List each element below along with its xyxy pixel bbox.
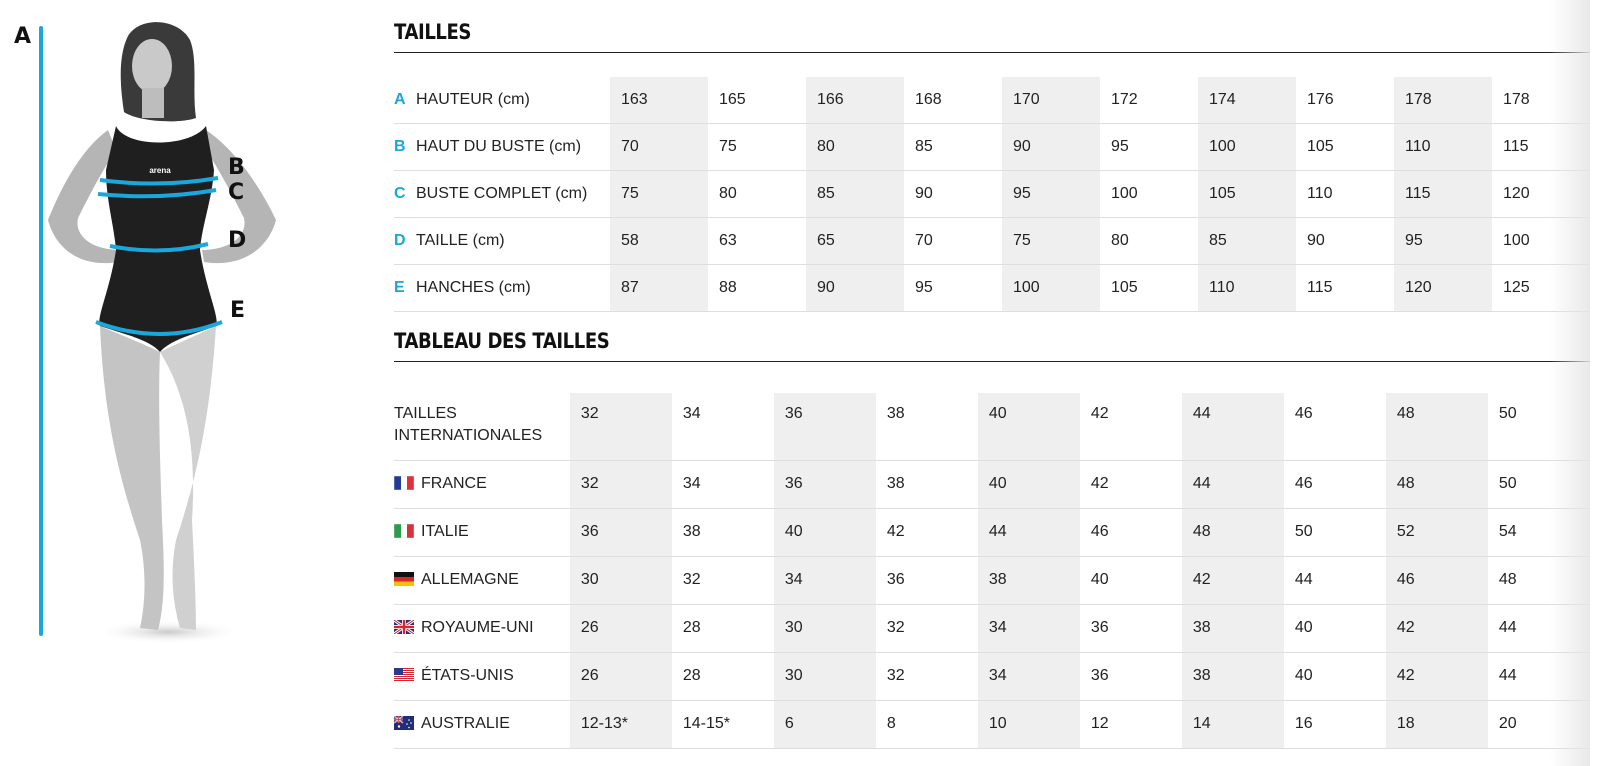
size-value-cell: 42	[876, 508, 978, 556]
size-value-cell: 12-13*	[570, 700, 672, 748]
size-value-cell: 95	[1394, 218, 1492, 265]
country-name: AUSTRALIE	[421, 715, 510, 732]
size-value-cell: 40	[1284, 652, 1386, 700]
measure-letter: B	[394, 138, 406, 155]
measure-letter-e: E	[230, 298, 246, 323]
size-value-cell: 34	[978, 652, 1080, 700]
size-value-cell: 115	[1394, 171, 1492, 218]
size-value-cell: 44	[1284, 556, 1386, 604]
size-value-cell: 85	[1198, 218, 1296, 265]
size-chart-title: TABLEAU DES TAILLES	[394, 329, 610, 353]
size-value-cell: 28	[672, 604, 774, 652]
size-value-cell: 120	[1394, 265, 1492, 312]
size-value-cell: 32	[570, 393, 672, 460]
size-value-cell: 34	[978, 604, 1080, 652]
measure-letter-a: A	[14, 24, 32, 49]
table-row	[394, 604, 1590, 652]
size-value-cell: 100	[1002, 265, 1100, 312]
size-value-cell: 38	[978, 556, 1080, 604]
size-value-cell: 87	[610, 265, 708, 312]
measurement-label	[394, 265, 610, 312]
size-value-cell: 85	[806, 171, 904, 218]
scroll-fade-edge	[1550, 0, 1590, 766]
size-value-cell: 36	[1080, 604, 1182, 652]
country-name: ROYAUME-UNI	[421, 619, 534, 636]
size-value-cell: 32	[876, 604, 978, 652]
size-value-cell: 38	[876, 393, 978, 460]
size-value-cell: 80	[1100, 218, 1198, 265]
uk-flag-icon	[394, 619, 421, 636]
size-value-cell: 30	[570, 556, 672, 604]
size-value-cell: 40	[1284, 604, 1386, 652]
size-value-cell: 46	[1284, 393, 1386, 460]
size-value-cell: 178	[1492, 77, 1590, 124]
table-row	[394, 124, 1590, 171]
country-name: ÉTATS-UNIS	[421, 667, 514, 684]
size-value-cell: 44	[1182, 460, 1284, 508]
measure-letter: A	[394, 91, 406, 108]
size-value-cell: 90	[1296, 218, 1394, 265]
size-value-cell: 46	[1284, 460, 1386, 508]
swimsuit-logo: arena	[149, 166, 171, 175]
size-value-cell: 34	[672, 393, 774, 460]
measurement-name: HAUTEUR (cm)	[416, 91, 530, 108]
size-value-cell: 100	[1198, 124, 1296, 171]
australia-flag-icon	[394, 715, 421, 732]
size-value-cell: 40	[978, 393, 1080, 460]
size-value-cell: 168	[904, 77, 1002, 124]
measure-letter-d: D	[228, 228, 247, 253]
us-flag-icon	[394, 667, 421, 684]
size-value-cell: 36	[876, 556, 978, 604]
size-value-cell: 40	[774, 508, 876, 556]
size-value-cell: 65	[806, 218, 904, 265]
size-value-cell: 105	[1198, 171, 1296, 218]
country-label	[394, 604, 570, 652]
size-value-cell: 90	[904, 171, 1002, 218]
size-value-cell: 32	[570, 460, 672, 508]
size-value-cell: 75	[610, 171, 708, 218]
size-value-cell: 105	[1296, 124, 1394, 171]
size-value-cell: 58	[610, 218, 708, 265]
size-value-cell: 70	[610, 124, 708, 171]
size-value-cell: 44	[978, 508, 1080, 556]
size-value-cell: 12	[1080, 700, 1182, 748]
size-value-cell: 48	[1182, 508, 1284, 556]
size-value-cell: 52	[1386, 508, 1488, 556]
size-value-cell: 70	[904, 218, 1002, 265]
size-value-cell: 38	[1182, 604, 1284, 652]
size-value-cell: 26	[570, 604, 672, 652]
size-value-cell: 32	[672, 556, 774, 604]
size-value-cell: 34	[672, 460, 774, 508]
measurements-table	[394, 77, 1590, 312]
title-divider	[394, 52, 1590, 53]
table-row	[394, 265, 1590, 312]
size-value-cell: 125	[1492, 265, 1590, 312]
size-value-cell: 8	[876, 700, 978, 748]
country-label	[394, 508, 570, 556]
size-value-cell: 85	[904, 124, 1002, 171]
measurements-title: TAILLES	[394, 20, 471, 44]
table-row	[394, 218, 1590, 265]
country-label	[394, 556, 570, 604]
size-value-cell: 32	[876, 652, 978, 700]
measure-letter: D	[394, 232, 406, 249]
measurement-name: TAILLE (cm)	[416, 232, 505, 249]
size-value-cell: 30	[774, 604, 876, 652]
country-name: ITALIE	[421, 523, 469, 540]
size-value-cell: 20	[1488, 700, 1590, 748]
size-value-cell: 14-15*	[672, 700, 774, 748]
size-value-cell: 115	[1492, 124, 1590, 171]
size-value-cell: 50	[1488, 460, 1590, 508]
size-value-cell: 95	[1100, 124, 1198, 171]
size-value-cell: 38	[876, 460, 978, 508]
size-value-cell: 54	[1488, 508, 1590, 556]
size-value-cell: 110	[1394, 124, 1492, 171]
size-value-cell: 44	[1488, 604, 1590, 652]
size-value-cell: 80	[806, 124, 904, 171]
size-value-cell: 120	[1492, 171, 1590, 218]
measurement-label	[394, 77, 610, 124]
size-value-cell: 63	[708, 218, 806, 265]
size-tables	[394, 0, 1590, 766]
size-value-cell: 34	[774, 556, 876, 604]
size-value-cell: 10	[978, 700, 1080, 748]
size-value-cell: 75	[1002, 218, 1100, 265]
size-value-cell: 38	[1182, 652, 1284, 700]
size-value-cell: 90	[1002, 124, 1100, 171]
size-value-cell: 6	[774, 700, 876, 748]
international-sizes-label: TAILLES INTERNATIONALES	[394, 393, 570, 460]
table-row	[394, 77, 1590, 124]
measurement-name: HAUT DU BUSTE (cm)	[416, 138, 582, 155]
size-chart-table	[394, 393, 1590, 749]
size-value-cell: 90	[806, 265, 904, 312]
size-value-cell: 80	[708, 171, 806, 218]
size-value-cell: 42	[1386, 604, 1488, 652]
size-value-cell: 110	[1198, 265, 1296, 312]
size-value-cell: 95	[904, 265, 1002, 312]
size-value-cell: 44	[1488, 652, 1590, 700]
size-value-cell: 44	[1182, 393, 1284, 460]
size-value-cell: 38	[672, 508, 774, 556]
size-value-cell: 40	[1080, 556, 1182, 604]
model-figure	[0, 0, 330, 766]
size-value-cell: 88	[708, 265, 806, 312]
measurement-label	[394, 218, 610, 265]
size-value-cell: 172	[1100, 77, 1198, 124]
size-value-cell: 16	[1284, 700, 1386, 748]
size-value-cell: 95	[1002, 171, 1100, 218]
country-name: ALLEMAGNE	[421, 571, 519, 588]
france-flag-icon	[394, 475, 421, 492]
size-value-cell: 36	[570, 508, 672, 556]
measure-letter: E	[394, 279, 405, 296]
size-value-cell: 163	[610, 77, 708, 124]
table-row	[394, 700, 1590, 748]
size-value-cell: 42	[1080, 393, 1182, 460]
size-value-cell: 100	[1100, 171, 1198, 218]
measure-letter-b: B	[228, 155, 245, 180]
table-row	[394, 652, 1590, 700]
size-value-cell: 18	[1386, 700, 1488, 748]
measurement-name: HANCHES (cm)	[416, 279, 531, 296]
size-value-cell: 42	[1386, 652, 1488, 700]
measure-letter: C	[394, 185, 406, 202]
table-row	[394, 460, 1590, 508]
size-value-cell: 50	[1488, 393, 1590, 460]
size-value-cell: 36	[1080, 652, 1182, 700]
size-value-cell: 36	[774, 393, 876, 460]
size-value-cell: 14	[1182, 700, 1284, 748]
title-divider	[394, 361, 1590, 362]
measurement-label	[394, 171, 610, 218]
size-value-cell: 48	[1386, 460, 1488, 508]
table-row	[394, 556, 1590, 604]
size-value-cell: 115	[1296, 265, 1394, 312]
size-value-cell: 100	[1492, 218, 1590, 265]
size-value-cell: 28	[672, 652, 774, 700]
size-value-cell: 178	[1394, 77, 1492, 124]
size-value-cell: 42	[1182, 556, 1284, 604]
table-row	[394, 393, 1590, 460]
country-name: FRANCE	[421, 475, 487, 492]
size-value-cell: 50	[1284, 508, 1386, 556]
size-value-cell: 165	[708, 77, 806, 124]
size-value-cell: 36	[774, 460, 876, 508]
size-value-cell: 26	[570, 652, 672, 700]
size-value-cell: 176	[1296, 77, 1394, 124]
table-row	[394, 171, 1590, 218]
italy-flag-icon	[394, 523, 421, 540]
size-value-cell: 40	[978, 460, 1080, 508]
size-value-cell: 105	[1100, 265, 1198, 312]
size-value-cell: 48	[1488, 556, 1590, 604]
country-label	[394, 700, 570, 748]
country-label	[394, 460, 570, 508]
table-row	[394, 508, 1590, 556]
size-value-cell: 48	[1386, 393, 1488, 460]
germany-flag-icon	[394, 571, 421, 588]
size-value-cell: 170	[1002, 77, 1100, 124]
model-silhouette-image	[0, 0, 330, 766]
size-value-cell: 42	[1080, 460, 1182, 508]
measurement-label	[394, 124, 610, 171]
measure-letter-c: C	[228, 180, 245, 205]
size-value-cell: 166	[806, 77, 904, 124]
measurement-name: BUSTE COMPLET (cm)	[416, 185, 588, 202]
size-value-cell: 30	[774, 652, 876, 700]
size-value-cell: 110	[1296, 171, 1394, 218]
size-value-cell: 75	[708, 124, 806, 171]
size-value-cell: 174	[1198, 77, 1296, 124]
size-value-cell: 46	[1080, 508, 1182, 556]
size-value-cell: 46	[1386, 556, 1488, 604]
country-label	[394, 652, 570, 700]
